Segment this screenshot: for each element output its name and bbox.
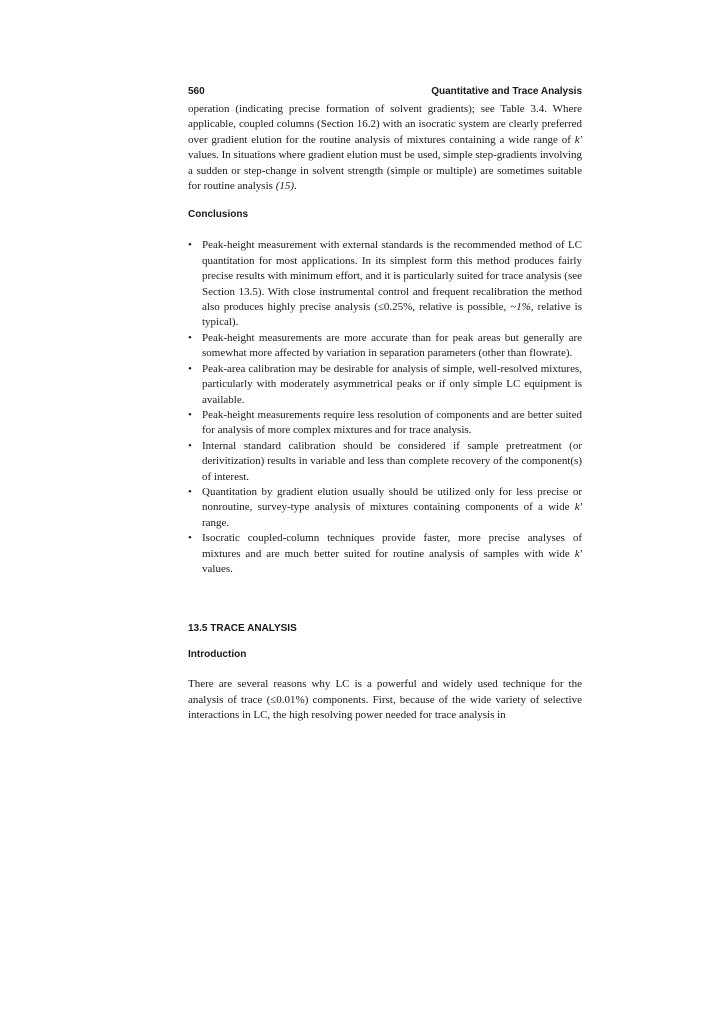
opening-paragraph [188, 102, 582, 194]
section-heading: 13.5 TRACE ANALYSIS [188, 623, 297, 635]
conclusion-text: Peak-height measurements require less resolution of components and are better suited for analysis of more complex mixtures and for trace analysis. [202, 408, 582, 437]
k-prime-symbol: k′ [574, 501, 582, 514]
running-header [188, 86, 582, 102]
bullet-icon: • [188, 239, 192, 252]
paragraph-text: values. In situations where gradient elution must be used, simple step-gradients involving a sudden or step-change in solvent strength (simple or multiple) are sometimes suitable for routine analysis [188, 149, 582, 193]
conclusion-item [188, 485, 582, 531]
bullet-icon: • [188, 408, 192, 421]
conclusion-item [188, 331, 582, 362]
conclusion-text: Isocratic coupled-column techniques provide faster, more precise analyses of mixtures and are much better suited for routine analysis of samples with wide [202, 532, 582, 560]
conclusions-list [188, 238, 582, 577]
conclusion-italic: ~1% [510, 301, 531, 314]
conclusion-text: Peak-height measurement with external standards is the recommended method of LC quantitation for most applications. In its simplest form this method produces fairly precise results with minimum effort, and it is particularly suited for trace analysis (see Section 13.5). With close instrumental control and frequent recalibration the method also produces highly precise analysis (≤0.25%, relative is possible, [202, 239, 582, 314]
conclusions-heading: Conclusions [188, 209, 249, 221]
k-prime-symbol: k′ [574, 547, 582, 560]
page-number: 560 [188, 86, 205, 97]
conclusion-text: Peak-height measurements are more accurate than for peak areas but generally are somewhat more affected by variation in separation parameters (other than flowrate). [202, 331, 582, 360]
reference-citation: (15) [275, 180, 295, 193]
conclusion-text: Quantitation by gradient elution usually should be utilized only for less precise or nonroutine, survey-type analysis of mixtures containing components of a wide [202, 485, 582, 514]
introduction-heading: Introduction [188, 649, 247, 661]
paragraph-text: operation (indicating precise formation of solvent gradients); see Table 3.4. Where applicable, coupled columns (Section 16.2) with an isocratic system are clearly preferred over gradient elution for the routine analysis of mixtures containing a wide range of [188, 103, 582, 146]
running-title: Quantitative and Trace Analysis [431, 86, 582, 97]
k-prime-symbol: k′ [574, 133, 582, 146]
trace-analysis-paragraph: There are several reasons why LC is a powerful and widely used technique for the analysis of trace (≤0.01%) components. First, because of the wide variety of selective interactions in LC, the high resolving power needed for trace analysis in [188, 678, 582, 722]
conclusion-text: , relative is typical). [202, 301, 582, 329]
conclusion-text: Peak-area calibration may be desirable for analysis of simple, well-resolved mixtures, particularly with moderately asymmetrical peaks or if only simple LC equipment is available. [202, 362, 582, 406]
conclusion-item [188, 408, 582, 439]
conclusion-item [188, 362, 582, 408]
bullet-icon: • [188, 331, 192, 344]
conclusion-text: Internal standard calibration should be considered if sample pretreatment (or derivitization) results in variable and less than complete recovery of the component(s) of interest. [202, 439, 582, 483]
bullet-icon: • [188, 362, 192, 375]
conclusion-item [188, 531, 582, 577]
bullet-icon: • [188, 485, 192, 498]
paragraph-text: . [294, 180, 297, 193]
bullet-icon: • [188, 532, 192, 545]
conclusion-text: values. [202, 562, 233, 575]
conclusion-item [188, 439, 582, 485]
book-page [188, 86, 582, 724]
bullet-icon: • [188, 439, 192, 452]
conclusion-text: range. [202, 516, 230, 529]
conclusion-item [188, 238, 582, 330]
